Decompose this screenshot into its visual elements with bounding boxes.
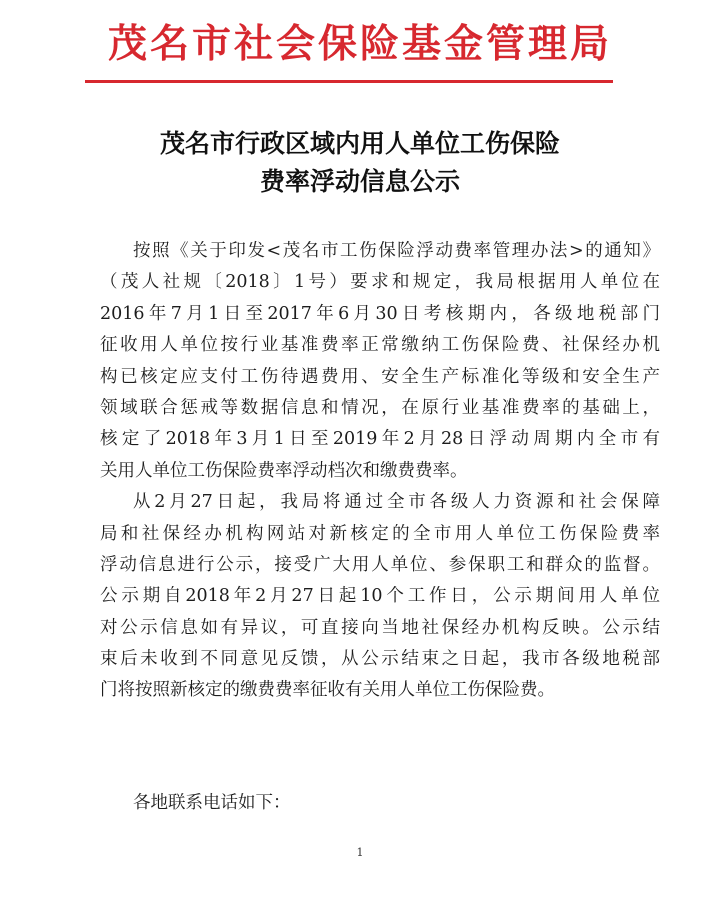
- contacts-intro: 各地联系电话如下：: [133, 793, 291, 813]
- header-red-rule: [85, 80, 613, 83]
- paragraph-line: 局和社保经办机构网站对新核定的全市用人单位工伤保险费率: [100, 523, 660, 544]
- document-title: [80, 125, 640, 201]
- paragraph-line: 构已核定应支付工伤待遇费用、安全生产标准化等级和安全生产: [100, 366, 660, 387]
- paragraph-line: 2016年7月1日至2017年6月30日考核期内，各级地税部门: [100, 303, 660, 324]
- paragraph-line: 门将按照新核定的缴费费率征收有关用人单位工伤保险费。: [100, 680, 555, 701]
- document-title-line-2: 费率浮动信息公示: [259, 167, 460, 196]
- paragraph-line: 征收用人单位按行业基准费率正常缴纳工伤保险费、社保经办机: [100, 335, 660, 356]
- page-number: 1: [356, 846, 364, 859]
- paragraph-line: （茂人社规〔2018〕1号）要求和规定，我局根据用人单位在: [100, 272, 660, 293]
- paragraph-line: 关用人单位工伤保险费率浮动档次和缴费费率。: [100, 460, 468, 481]
- document-body: [100, 236, 660, 707]
- paragraph-line: 按照《关于印发<茂名市工伤保险浮动费率管理办法>的通知》: [133, 241, 660, 261]
- paragraph-line: 对公示信息如有异议，可直接向当地社保经办机构反映。公示结: [100, 617, 660, 638]
- paragraph-line: 领域联合惩戒等数据信息和情况，在原行业基准费率的基础上，: [100, 397, 660, 418]
- agency-header: 茂名市社会保险基金管理局: [107, 21, 612, 67]
- paragraph-line: 公示期自2018年2月27日起10个工作日，公示期间用人单位: [100, 586, 660, 607]
- paragraph-line: 核定了2018年3月1日至2019年2月28日浮动周期内全市有: [100, 429, 660, 450]
- paragraph-line: 从2月27日起，我局将通过全市各级人力资源和社会保障: [133, 492, 660, 513]
- paragraph-line: 束后未收到不同意见反馈，从公示结束之日起，我市各级地税部: [100, 649, 660, 670]
- paragraph-line: 浮动信息进行公示，接受广大用人单位、参保职工和群众的监督。: [100, 554, 660, 575]
- document-title-line-1: 茂名市行政区域内用人单位工伤保险: [159, 129, 560, 158]
- paragraph-publicity: [100, 487, 660, 707]
- paragraph-basis: [100, 236, 660, 487]
